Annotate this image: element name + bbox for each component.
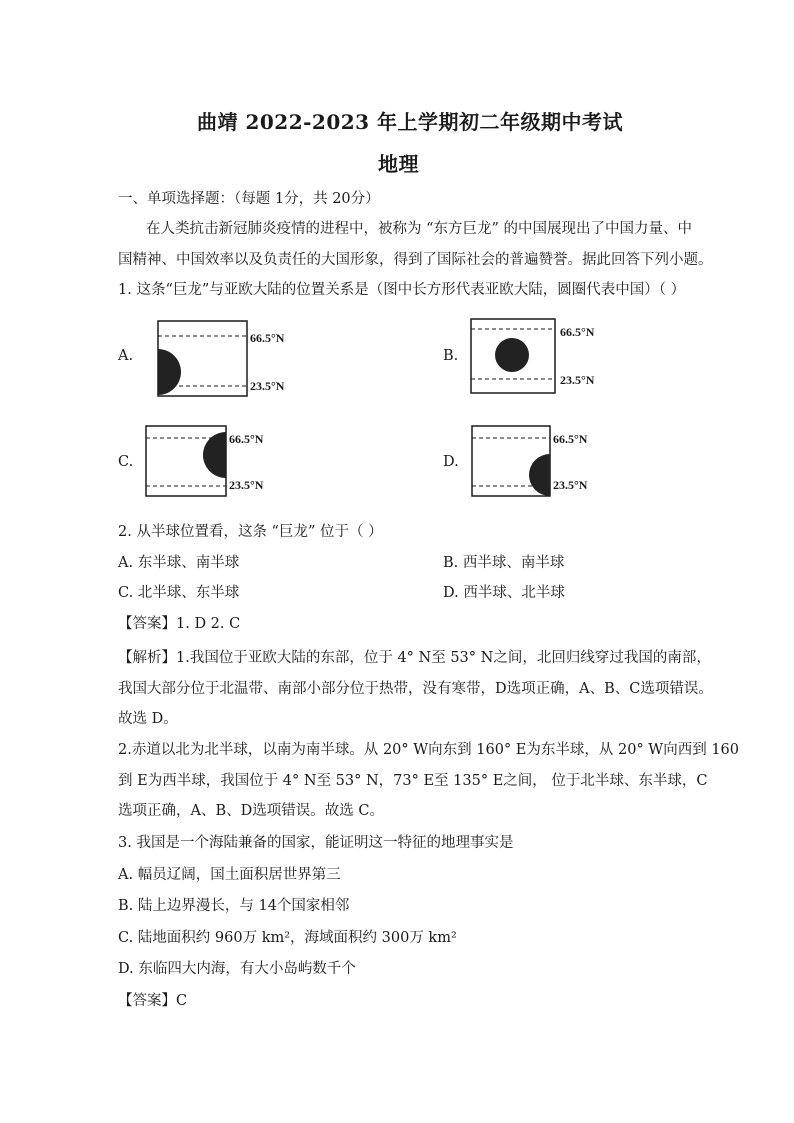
answer-q1-q2: 【答案】1. D 2. C: [118, 616, 241, 632]
q1-option-d-diagram: [469, 423, 619, 503]
analysis-line-2: 我国大部分位于北温带、南部小部分位于热带，没有寒带，D选项正确，A、B、C选项错误。: [118, 681, 713, 697]
china-shape: [495, 338, 529, 372]
analysis-line-5: 到 E为西半球，我国位于 4° N至 53° N，73° E至 135° E之间， 位于北半球、东半球，C: [118, 773, 708, 789]
analysis-line-1: 【解析】1.我国位于亚欧大陆的东部，位于 4° N至 53° N之间，北回归线穿过我国的南部，: [118, 650, 711, 666]
q3-option-c: C. 陆地面积约 960万 km²，海域面积约 300万 km²: [118, 930, 457, 946]
q1-option-b-label: B.: [443, 348, 459, 364]
q1-option-a-label: A.: [118, 348, 134, 364]
subject-title: 地理: [378, 152, 419, 176]
q2-option-b: B. 西半球、南半球: [443, 555, 565, 571]
exam-title: 曲靖 2022-2023 年上学期初二年级期中考试: [197, 110, 624, 134]
intro-line-2: 国精神、中国效率以及负责任的大国形象，得到了国际社会的普遍赞誉。据此回答下列小题。: [118, 252, 713, 268]
q3-option-b: B. 陆上边界漫长，与 14个国家相邻: [118, 898, 350, 914]
analysis-line-4: 2.赤道以北为北半球，以南为南半球。从 20° W向东到 160° E为东半球，从 20° W向西到 160: [118, 742, 739, 758]
answer-q3: 【答案】C: [118, 993, 188, 1009]
q3-option-a: A. 幅员辽阔，国土面积居世界第三: [118, 867, 341, 883]
lat-north-label: 66.5°N: [229, 432, 264, 446]
q2-option-c: C. 北半球、东半球: [118, 585, 240, 601]
china-shape: [203, 432, 226, 478]
lat-north-label: 66.5°N: [553, 432, 588, 446]
analysis-line-3: 故选 D。: [118, 711, 178, 727]
q1-option-c-diagram: [143, 423, 293, 503]
analysis-line-6: 选项正确，A、B、D选项错误。故选 C。: [118, 803, 384, 819]
china-shape: [158, 349, 181, 395]
q1-option-a-diagram: [155, 318, 305, 398]
lat-north-label: 66.5°N: [250, 331, 285, 345]
q2-option-d: D. 西半球、北半球: [443, 585, 565, 601]
q2-option-a: A. 东半球、南半球: [118, 555, 240, 571]
china-shape: [529, 454, 550, 496]
q1-option-b-diagram: [468, 316, 618, 396]
lat-south-label: 23.5°N: [229, 478, 264, 492]
q1-option-d-label: D.: [443, 454, 459, 470]
section-heading: 一、单项选择题：（每题 1分，共 20分）: [118, 191, 380, 207]
lat-south-label: 23.5°N: [250, 379, 285, 393]
lat-south-label: 23.5°N: [560, 373, 595, 387]
lat-north-label: 66.5°N: [560, 325, 595, 339]
intro-line-1: 在人类抗击新冠肺炎疫情的进程中，被称为 “东方巨龙” 的中国展现出了中国力量、中: [146, 221, 693, 237]
question-3-stem: 3. 我国是一个海陆兼备的国家，能证明这一特征的地理事实是: [118, 835, 514, 851]
question-2-stem: 2. 从半球位置看，这条 “巨龙” 位于（ ）: [118, 524, 383, 540]
question-1-stem: 1. 这条“巨龙”与亚欧大陆的位置关系是（图中长方形代表亚欧大陆，圆圈代表中国）（ ）: [118, 282, 686, 298]
lat-south-label: 23.5°N: [553, 478, 588, 492]
q3-option-d: D. 东临四大内海，有大小岛屿数千个: [118, 961, 356, 977]
q1-option-c-label: C.: [118, 454, 134, 470]
